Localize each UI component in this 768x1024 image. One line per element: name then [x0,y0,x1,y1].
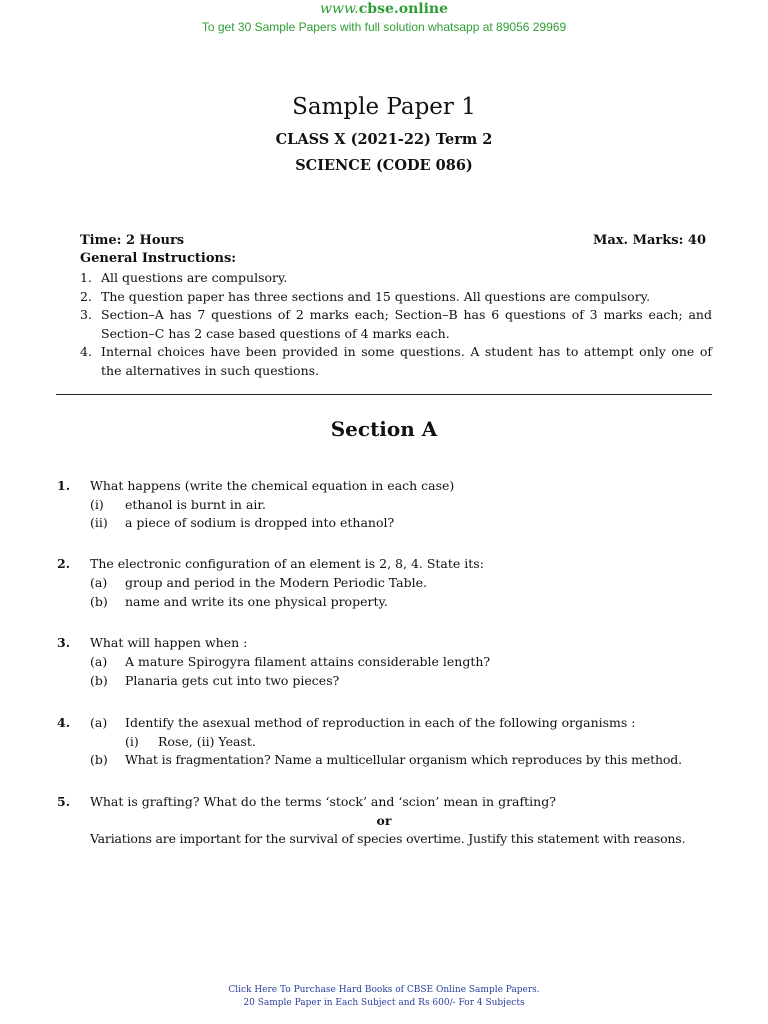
instruction-text: All questions are compulsory. [101,270,288,285]
time-label: Time: 2 Hours [80,233,185,248]
class-subtitle: CLASS X (2021-22) Term 2 [275,131,493,148]
instruction-number: 2. [80,289,92,304]
or-separator: or [376,813,392,828]
part-label: (a) [90,654,108,669]
instruction-item [80,269,712,288]
question-number: 2. [57,556,71,571]
part-text: Planaria gets cut into two pieces? [125,673,340,688]
promo-text: To get 30 Sample Papers with full solution whatsapp at 89056 29969 [201,20,567,34]
part-label: (b) [90,752,108,767]
max-marks-label: Max. Marks: 40 [592,233,706,248]
part-text: name and write its one physical property. [125,594,388,609]
part-label: (b) [90,673,108,688]
instruction-item [80,306,712,343]
question-number: 5. [57,794,71,809]
site-name[interactable]: cbse.online [358,1,448,17]
purchase-info[interactable]: 20 Sample Paper in Each Subject and Rs 600/- For 4 Subjects [243,998,525,1008]
question-text: What will happen when : [90,635,248,650]
instruction-number: 4. [80,344,92,359]
part-label: (ii) [90,515,108,530]
part-text: group and period in the Modern Periodic Table. [125,575,427,590]
subpart-text: Rose, (ii) Yeast. [158,734,256,749]
divider-rule [56,394,712,395]
question-text: The electronic configuration of an element is 2, 8, 4. State its: [90,556,484,571]
question-text: What is grafting? What do the terms ‘stock’ and ‘scion’ mean in grafting? [90,794,556,809]
part-label: (a) [90,575,108,590]
part-text: What is fragmentation? Name a multicellular organism which reproduces by this method. [125,752,682,767]
part-label: (b) [90,594,108,609]
part-label: (i) [90,497,104,512]
general-instructions-heading: General Instructions: [80,251,237,266]
instruction-text: Internal choices have been provided in some questions. A student has to attempt only one of the alternatives in such questions. [101,344,712,378]
site-link[interactable] [0,1,768,17]
instruction-item [80,343,712,380]
instruction-text: The question paper has three sections and 15 questions. All questions are compulsory. [101,289,651,304]
instruction-item [80,288,712,307]
instruction-number: 3. [80,307,92,322]
question-text: What happens (write the chemical equation in each case) [90,478,455,493]
question-number: 3. [57,635,71,650]
instruction-number: 1. [80,270,92,285]
part-text: a piece of sodium is dropped into ethanol? [125,515,395,530]
part-text: Identify the asexual method of reproduction in each of the following organisms : [125,715,636,730]
subject-subtitle: SCIENCE (CODE 086) [295,157,473,174]
purchase-link[interactable]: Click Here To Purchase Hard Books of CBSE Online Sample Papers. [228,985,540,995]
paper-title: Sample Paper 1 [292,94,476,120]
question-number: 1. [57,478,71,493]
alternative-question-text: Variations are important for the survival of species overtime. Justify this statement with reasons. [90,831,686,846]
question-number: 4. [57,715,71,730]
part-label: (a) [90,715,108,730]
instruction-text: Section–A has 7 questions of 2 marks each; Section–B has 6 questions of 3 marks each; and Section–C has 2 case based questions of 4 marks each. [101,307,712,341]
part-text: ethanol is burnt in air. [125,497,266,512]
site-prefix[interactable]: www. [320,1,359,17]
part-text: A mature Spirogyra filament attains considerable length? [125,654,491,669]
subpart-label: (i) [125,734,139,749]
section-title: Section A [330,417,438,441]
